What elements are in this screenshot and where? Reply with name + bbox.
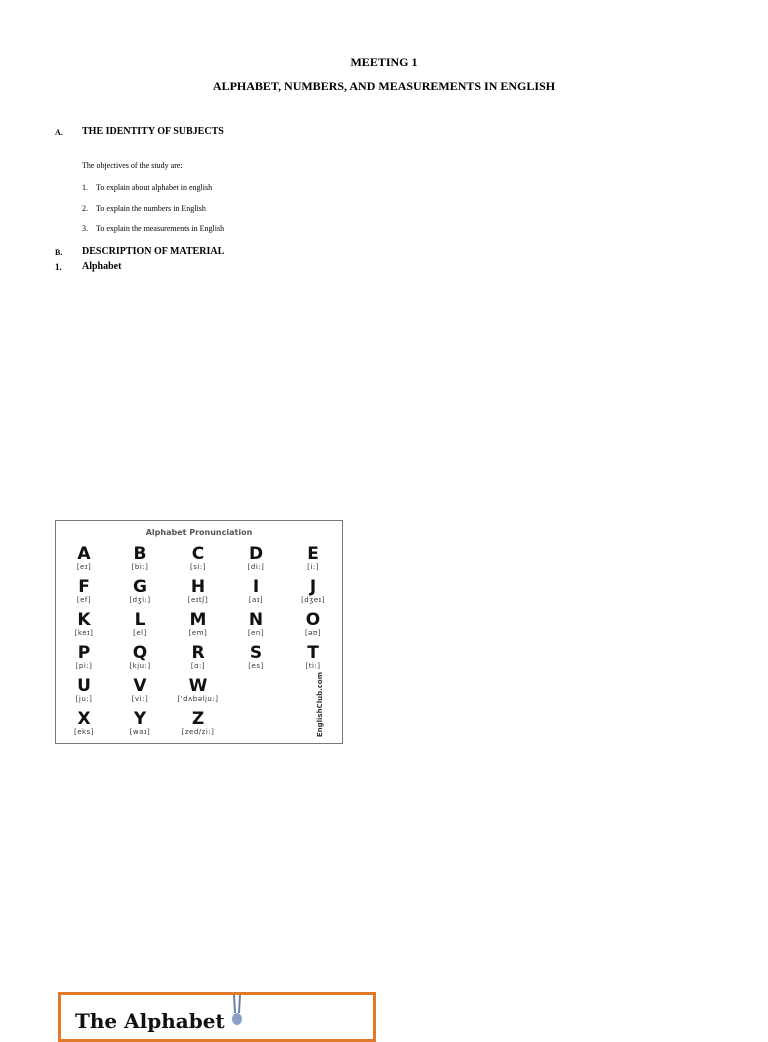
letter: G bbox=[133, 577, 147, 597]
letter-cell bbox=[170, 578, 226, 605]
letter: S bbox=[249, 643, 263, 663]
pronunciation: ['dʌbəlju:] bbox=[177, 695, 219, 703]
letter-cell bbox=[170, 677, 226, 704]
letter-cell bbox=[56, 644, 112, 671]
pronunciation: [eks] bbox=[74, 728, 94, 736]
letter-cell bbox=[112, 677, 168, 704]
letter: D bbox=[248, 544, 264, 564]
alphabet-pronunciation-chart bbox=[55, 520, 343, 744]
letter-cell bbox=[228, 611, 284, 638]
pronunciation: [kju:] bbox=[129, 662, 151, 670]
letter: K bbox=[77, 610, 91, 630]
document-title: ALPHABET, NUMBERS, AND MEASUREMENTS IN ENGLISH bbox=[212, 79, 556, 93]
letter-cell bbox=[170, 611, 226, 638]
pronunciation: [keɪ] bbox=[74, 629, 94, 637]
letter-cell bbox=[112, 710, 168, 737]
objective-number: 3. bbox=[82, 224, 88, 233]
letter-cell bbox=[112, 644, 168, 671]
letter-cell bbox=[170, 644, 226, 671]
letter: E bbox=[307, 544, 319, 564]
pronunciation: [di:] bbox=[247, 563, 265, 571]
letter-cell bbox=[56, 545, 112, 572]
letter-cell bbox=[56, 578, 112, 605]
objective-number: 2. bbox=[82, 204, 88, 213]
pronunciation: [i:] bbox=[307, 563, 319, 571]
pronunciation: [bi:] bbox=[131, 563, 149, 571]
letter: T bbox=[307, 643, 319, 663]
pronunciation: [ju:] bbox=[75, 695, 93, 703]
section-a-letter: A. bbox=[55, 128, 63, 137]
letter-cell bbox=[285, 644, 341, 671]
pronunciation: [eɪ] bbox=[76, 563, 92, 571]
letter: W bbox=[188, 676, 208, 696]
pronunciation: [en] bbox=[247, 629, 265, 637]
letter: Z bbox=[191, 709, 205, 729]
letter-cell bbox=[56, 710, 112, 737]
pronunciation: [si:] bbox=[190, 563, 206, 571]
pronunciation: [ti:] bbox=[305, 662, 321, 670]
alphabet-image bbox=[58, 992, 376, 1042]
letter: H bbox=[190, 577, 206, 597]
letter-cell bbox=[56, 677, 112, 704]
letter: P bbox=[77, 643, 91, 663]
objective-number: 1. bbox=[82, 183, 88, 192]
letter: U bbox=[77, 676, 91, 696]
letter-cell bbox=[112, 611, 168, 638]
pronunciation: [waɪ] bbox=[129, 728, 151, 736]
letter-cell bbox=[112, 545, 168, 572]
letter: I bbox=[252, 577, 260, 597]
letter: C bbox=[191, 544, 205, 564]
pronunciation: [əʊ] bbox=[304, 629, 322, 637]
pronunciation: [dʒi:] bbox=[129, 596, 151, 604]
letter: L bbox=[134, 610, 146, 630]
pronunciation: [dʒeɪ] bbox=[301, 596, 325, 604]
letter: J bbox=[309, 577, 317, 597]
letter-cell bbox=[170, 710, 226, 737]
figure-illustration-icon bbox=[231, 995, 243, 1025]
letter: F bbox=[78, 577, 90, 597]
objective-text: To explain about alphabet in english bbox=[96, 183, 213, 192]
letter-cell bbox=[228, 644, 284, 671]
letter: B bbox=[133, 544, 147, 564]
letter: N bbox=[248, 610, 264, 630]
pronunciation: [es] bbox=[248, 662, 264, 670]
letter-cell bbox=[285, 545, 341, 572]
pronunciation: [em] bbox=[188, 629, 208, 637]
pronunciation: [pi:] bbox=[75, 662, 93, 670]
letter: R bbox=[191, 643, 205, 663]
chart-title: Alphabet Pronunciation bbox=[145, 528, 253, 537]
letter-cell bbox=[170, 545, 226, 572]
objective-text: To explain the numbers in English bbox=[96, 204, 206, 213]
letter: X bbox=[77, 709, 91, 729]
pronunciation: [zed/zi:] bbox=[181, 728, 215, 736]
section-b-title: DESCRIPTION OF MATERIAL bbox=[82, 246, 225, 257]
letter: O bbox=[305, 610, 321, 630]
letter-cell bbox=[56, 611, 112, 638]
subsection-title: Alphabet bbox=[82, 261, 122, 272]
objective-text: To explain the measurements in English bbox=[96, 224, 225, 233]
letter-cell bbox=[112, 578, 168, 605]
pronunciation: [ɑ:] bbox=[190, 662, 206, 670]
pronunciation: [aɪ] bbox=[248, 596, 264, 604]
pronunciation: [eɪtʃ] bbox=[187, 596, 209, 604]
letter: M bbox=[189, 610, 207, 630]
section-a-title: THE IDENTITY OF SUBJECTS bbox=[82, 126, 224, 137]
alphabet-image-title: The Alphabet bbox=[75, 1009, 225, 1033]
subsection-number: 1. bbox=[55, 262, 62, 272]
letter: Y bbox=[133, 709, 147, 729]
letter-cell bbox=[285, 611, 341, 638]
letter-cell bbox=[228, 545, 284, 572]
pronunciation: [ef] bbox=[76, 596, 92, 604]
letter: A bbox=[77, 544, 91, 564]
section-b-letter: B. bbox=[55, 248, 63, 257]
letter-cell bbox=[285, 578, 341, 605]
meeting-heading: MEETING 1 bbox=[350, 55, 418, 69]
letter-cell bbox=[228, 578, 284, 605]
letter: Q bbox=[132, 643, 148, 663]
pronunciation: [vi:] bbox=[131, 695, 149, 703]
watermark: EnglishClub.com bbox=[316, 671, 324, 737]
letter: V bbox=[133, 676, 147, 696]
objectives-intro: The objectives of the study are: bbox=[82, 161, 183, 170]
pronunciation: [el] bbox=[133, 629, 147, 637]
